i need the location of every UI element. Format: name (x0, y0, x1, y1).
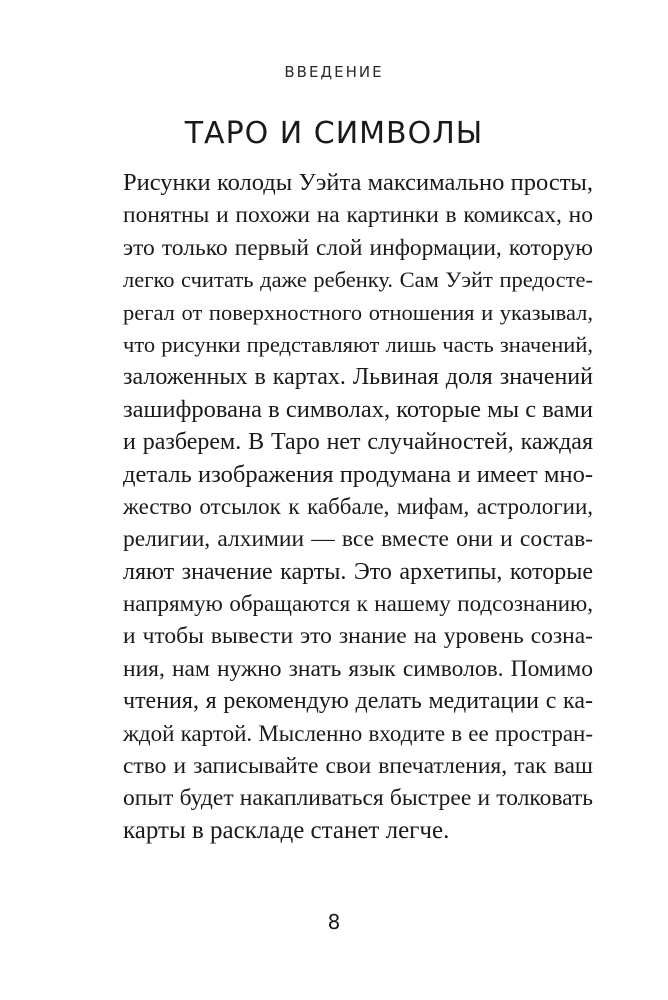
body-line: деталь изображения продумана и имеет мно- (123, 460, 593, 488)
body-line: ство и записывайте свои впечатления, так ваш (123, 753, 593, 780)
body-line: ляют значение карты. Это архетипы, которые (123, 558, 593, 585)
body-line: это только первый слой информации, которую (123, 234, 593, 261)
body-line: зашифрована в символах, которые мы с вами (123, 395, 593, 423)
body-line: понятны и похожи на картинки в комиксах, но (123, 202, 593, 229)
body-line: ждой картой. Мысленно входите в ее простран- (123, 720, 593, 746)
page-number: 8 (327, 910, 341, 934)
chapter-title: ТАРО И СИМВОЛЫ (184, 116, 484, 151)
body-line: религии, алхимии — все вместе они и состав- (123, 526, 593, 553)
body-line: регал от поверхностного отношения и указывал, (123, 299, 593, 325)
body-line: Рисунки колоды Уэйта максимально просты, (123, 169, 593, 196)
body-line: жество отсылок к каббале, мифам, астрологии, (123, 493, 593, 519)
body-line: легко считать даже ребенку. Сам Уэйт предосте- (123, 267, 593, 293)
body-line: карты в раскладе станет легче. (123, 816, 450, 844)
body-line: ния, нам нужно знать язык символов. Помимо (123, 655, 593, 682)
body-line: чтения, я рекомендую делать медитации с ка- (123, 688, 593, 715)
body-line: напрямую обращаются к нашему подсознанию, (123, 591, 593, 617)
body-line: что рисунки представляют лишь часть значений, (123, 331, 593, 357)
body-line: заложенных в картах. Львиная доля значений (123, 364, 593, 391)
body-line: и разберем. В Таро нет случайностей, каждая (123, 429, 593, 456)
body-text (123, 167, 593, 847)
body-line: опыт будет накапливаться быстрее и толковать (123, 785, 593, 812)
body-line: и чтобы вывести это знание на уровень созна- (123, 623, 593, 650)
running-head: ВВЕДЕНИЕ (284, 63, 384, 81)
